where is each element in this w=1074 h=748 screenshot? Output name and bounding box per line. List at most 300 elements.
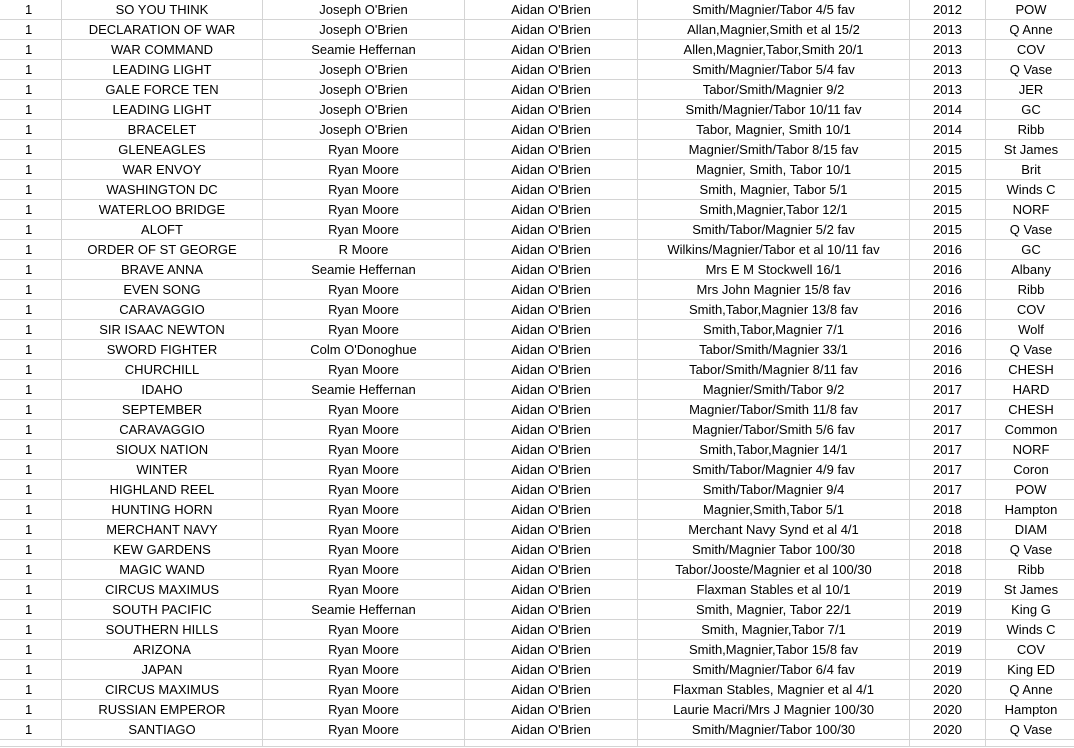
- race-cell[interactable]: Q Anne: [986, 20, 1074, 40]
- race-cell[interactable]: Winds C: [986, 620, 1074, 640]
- horse-cell[interactable]: CIRCUS MAXIMUS: [62, 680, 263, 700]
- horse-cell[interactable]: SOUTHERN HILLS: [62, 620, 263, 640]
- race-cell[interactable]: Q Anne: [986, 680, 1074, 700]
- jockey-cell[interactable]: Ryan Moore: [263, 500, 465, 520]
- race-cell[interactable]: Albany: [986, 260, 1074, 280]
- jockey-cell[interactable]: Ryan Moore: [263, 300, 465, 320]
- owners-sp-cell[interactable]: Smith/Magnier/Tabor 10/11 fav: [638, 100, 910, 120]
- table-row[interactable]: [0, 620, 1074, 640]
- race-cell[interactable]: JER: [986, 80, 1074, 100]
- owners-sp-cell[interactable]: Smith,Tabor,Magnier 7/1: [638, 320, 910, 340]
- position-cell[interactable]: 1: [0, 140, 62, 160]
- table-row[interactable]: [0, 280, 1074, 300]
- race-cell[interactable]: Q Vase: [986, 340, 1074, 360]
- owners-sp-cell[interactable]: Mrs E M Stockwell 16/1: [638, 260, 910, 280]
- owners-sp-cell[interactable]: Smith/Tabor/Magnier 4/9 fav: [638, 460, 910, 480]
- owners-sp-cell[interactable]: Magnier/Smith/Tabor 9/2: [638, 380, 910, 400]
- race-cell[interactable]: Coron: [986, 460, 1074, 480]
- jockey-cell[interactable]: Joseph O'Brien: [263, 0, 465, 20]
- horse-cell[interactable]: LEADING LIGHT: [62, 60, 263, 80]
- table-row[interactable]: [0, 40, 1074, 60]
- table-row[interactable]: [0, 20, 1074, 40]
- table-row[interactable]: [0, 120, 1074, 140]
- table-row[interactable]: [0, 200, 1074, 220]
- race-cell[interactable]: CHESH: [986, 400, 1074, 420]
- horse-cell[interactable]: SEPTEMBER: [62, 400, 263, 420]
- table-row[interactable]: [0, 720, 1074, 740]
- jockey-cell[interactable]: Joseph O'Brien: [263, 20, 465, 40]
- horse-cell[interactable]: IDAHO: [62, 380, 263, 400]
- owners-sp-cell[interactable]: Flaxman Stables, Magnier et al 4/1: [638, 680, 910, 700]
- trainer-cell[interactable]: Aidan O'Brien: [465, 360, 638, 380]
- owners-sp-cell[interactable]: Smith, Magnier, Tabor 22/1: [638, 600, 910, 620]
- table-row[interactable]: [0, 0, 1074, 20]
- year-cell[interactable]: 2015: [910, 200, 986, 220]
- year-cell[interactable]: 2019: [910, 640, 986, 660]
- trainer-cell[interactable]: Aidan O'Brien: [465, 200, 638, 220]
- race-cell[interactable]: NORF: [986, 200, 1074, 220]
- position-cell[interactable]: 1: [0, 240, 62, 260]
- owners-sp-cell[interactable]: Laurie Macri/Mrs J Magnier 100/30: [638, 700, 910, 720]
- race-cell[interactable]: GC: [986, 240, 1074, 260]
- year-cell[interactable]: 2015: [910, 140, 986, 160]
- jockey-cell[interactable]: Seamie Heffernan: [263, 260, 465, 280]
- owners-sp-cell[interactable]: Smith/Magnier/Tabor 100/30: [638, 720, 910, 740]
- owners-sp-cell[interactable]: Smith,Magnier,Tabor 15/8 fav: [638, 640, 910, 660]
- horse-cell[interactable]: DECLARATION OF WAR: [62, 20, 263, 40]
- race-cell[interactable]: St James: [986, 580, 1074, 600]
- table-row[interactable]: [0, 80, 1074, 100]
- owners-sp-cell[interactable]: Allan,Magnier,Smith et al 15/2: [638, 20, 910, 40]
- table-row[interactable]: [0, 600, 1074, 620]
- year-cell[interactable]: 2017: [910, 400, 986, 420]
- trainer-cell[interactable]: Aidan O'Brien: [465, 260, 638, 280]
- year-cell[interactable]: 2017: [910, 380, 986, 400]
- position-cell[interactable]: 1: [0, 40, 62, 60]
- position-cell[interactable]: 1: [0, 720, 62, 740]
- race-cell[interactable]: St James: [986, 140, 1074, 160]
- horse-cell[interactable]: HUNTING HORN: [62, 500, 263, 520]
- race-cell[interactable]: King ED: [986, 660, 1074, 680]
- trainer-cell[interactable]: Aidan O'Brien: [465, 280, 638, 300]
- horse-cell[interactable]: WATERLOO BRIDGE: [62, 200, 263, 220]
- owners-sp-cell[interactable]: Tabor/Smith/Magnier 33/1: [638, 340, 910, 360]
- empty-cell: [263, 740, 465, 747]
- position-cell[interactable]: 1: [0, 700, 62, 720]
- position-cell[interactable]: 1: [0, 180, 62, 200]
- table-row[interactable]: [0, 440, 1074, 460]
- jockey-cell[interactable]: Joseph O'Brien: [263, 100, 465, 120]
- jockey-cell[interactable]: Seamie Heffernan: [263, 40, 465, 60]
- jockey-cell[interactable]: Ryan Moore: [263, 480, 465, 500]
- position-cell[interactable]: 1: [0, 160, 62, 180]
- year-cell[interactable]: 2018: [910, 560, 986, 580]
- owners-sp-cell[interactable]: Tabor/Jooste/Magnier et al 100/30: [638, 560, 910, 580]
- horse-cell[interactable]: LEADING LIGHT: [62, 100, 263, 120]
- year-cell[interactable]: 2018: [910, 500, 986, 520]
- jockey-cell[interactable]: Ryan Moore: [263, 320, 465, 340]
- race-cell[interactable]: GC: [986, 100, 1074, 120]
- owners-sp-cell[interactable]: Tabor/Smith/Magnier 8/11 fav: [638, 360, 910, 380]
- trainer-cell[interactable]: Aidan O'Brien: [465, 520, 638, 540]
- horse-cell[interactable]: ARIZONA: [62, 640, 263, 660]
- table-row[interactable]: [0, 480, 1074, 500]
- jockey-cell[interactable]: Ryan Moore: [263, 220, 465, 240]
- owners-sp-cell[interactable]: Magnier/Smith/Tabor 8/15 fav: [638, 140, 910, 160]
- year-cell[interactable]: 2013: [910, 80, 986, 100]
- year-cell[interactable]: 2019: [910, 620, 986, 640]
- owners-sp-cell[interactable]: Magnier/Tabor/Smith 5/6 fav: [638, 420, 910, 440]
- owners-sp-cell[interactable]: Magnier, Smith, Tabor 10/1: [638, 160, 910, 180]
- trainer-cell[interactable]: Aidan O'Brien: [465, 460, 638, 480]
- year-cell[interactable]: 2014: [910, 100, 986, 120]
- owners-sp-cell[interactable]: Mrs John Magnier 15/8 fav: [638, 280, 910, 300]
- table-row[interactable]: [0, 260, 1074, 280]
- table-row[interactable]: [0, 500, 1074, 520]
- year-cell[interactable]: 2016: [910, 340, 986, 360]
- trainer-cell[interactable]: Aidan O'Brien: [465, 20, 638, 40]
- table-row[interactable]: [0, 660, 1074, 680]
- year-cell[interactable]: 2020: [910, 720, 986, 740]
- trainer-cell[interactable]: Aidan O'Brien: [465, 320, 638, 340]
- year-cell[interactable]: 2018: [910, 540, 986, 560]
- position-cell[interactable]: 1: [0, 280, 62, 300]
- year-cell[interactable]: 2017: [910, 460, 986, 480]
- table-row[interactable]: [0, 300, 1074, 320]
- year-cell[interactable]: 2014: [910, 120, 986, 140]
- horse-cell[interactable]: SWORD FIGHTER: [62, 340, 263, 360]
- race-cell[interactable]: COV: [986, 40, 1074, 60]
- owners-sp-cell[interactable]: Merchant Navy Synd et al 4/1: [638, 520, 910, 540]
- table-row[interactable]: [0, 340, 1074, 360]
- owners-sp-cell[interactable]: Smith,Magnier,Tabor 12/1: [638, 200, 910, 220]
- position-cell[interactable]: 1: [0, 120, 62, 140]
- trainer-cell[interactable]: Aidan O'Brien: [465, 0, 638, 20]
- horse-cell[interactable]: SIOUX NATION: [62, 440, 263, 460]
- table-row[interactable]: [0, 360, 1074, 380]
- table-row[interactable]: [0, 320, 1074, 340]
- jockey-cell[interactable]: Ryan Moore: [263, 200, 465, 220]
- owners-sp-cell[interactable]: Smith,Tabor,Magnier 13/8 fav: [638, 300, 910, 320]
- owners-sp-cell[interactable]: Smith/Tabor/Magnier 9/4: [638, 480, 910, 500]
- race-cell[interactable]: CHESH: [986, 360, 1074, 380]
- position-cell[interactable]: 1: [0, 660, 62, 680]
- jockey-cell[interactable]: Ryan Moore: [263, 160, 465, 180]
- horse-cell[interactable]: CARAVAGGIO: [62, 420, 263, 440]
- trainer-cell[interactable]: Aidan O'Brien: [465, 720, 638, 740]
- trainer-cell[interactable]: Aidan O'Brien: [465, 340, 638, 360]
- year-cell[interactable]: 2020: [910, 680, 986, 700]
- position-cell[interactable]: 1: [0, 580, 62, 600]
- trainer-cell[interactable]: Aidan O'Brien: [465, 500, 638, 520]
- year-cell[interactable]: 2013: [910, 40, 986, 60]
- year-cell[interactable]: 2019: [910, 580, 986, 600]
- table-row[interactable]: [0, 560, 1074, 580]
- horse-cell[interactable]: WAR COMMAND: [62, 40, 263, 60]
- table-row[interactable]: [0, 520, 1074, 540]
- horse-cell[interactable]: SO YOU THINK: [62, 0, 263, 20]
- position-cell[interactable]: 1: [0, 60, 62, 80]
- race-cell[interactable]: COV: [986, 300, 1074, 320]
- position-cell[interactable]: 1: [0, 620, 62, 640]
- trainer-cell[interactable]: Aidan O'Brien: [465, 540, 638, 560]
- horse-cell[interactable]: CIRCUS MAXIMUS: [62, 580, 263, 600]
- position-cell[interactable]: 1: [0, 440, 62, 460]
- year-cell[interactable]: 2018: [910, 520, 986, 540]
- horse-cell[interactable]: EVEN SONG: [62, 280, 263, 300]
- trainer-cell[interactable]: Aidan O'Brien: [465, 600, 638, 620]
- position-cell[interactable]: 1: [0, 260, 62, 280]
- year-cell[interactable]: 2012: [910, 0, 986, 20]
- table-row[interactable]: [0, 680, 1074, 700]
- jockey-cell[interactable]: Ryan Moore: [263, 640, 465, 660]
- position-cell[interactable]: 1: [0, 400, 62, 420]
- trainer-cell[interactable]: Aidan O'Brien: [465, 480, 638, 500]
- race-cell[interactable]: King G: [986, 600, 1074, 620]
- race-cell[interactable]: Q Vase: [986, 540, 1074, 560]
- jockey-cell[interactable]: Ryan Moore: [263, 400, 465, 420]
- horse-cell[interactable]: GALE FORCE TEN: [62, 80, 263, 100]
- year-cell[interactable]: 2016: [910, 240, 986, 260]
- jockey-cell[interactable]: Ryan Moore: [263, 420, 465, 440]
- jockey-cell[interactable]: Ryan Moore: [263, 720, 465, 740]
- trainer-cell[interactable]: Aidan O'Brien: [465, 620, 638, 640]
- trainer-cell[interactable]: Aidan O'Brien: [465, 660, 638, 680]
- year-cell[interactable]: 2016: [910, 260, 986, 280]
- horse-cell[interactable]: BRACELET: [62, 120, 263, 140]
- position-cell[interactable]: 1: [0, 340, 62, 360]
- horse-cell[interactable]: WAR ENVOY: [62, 160, 263, 180]
- trainer-cell[interactable]: Aidan O'Brien: [465, 220, 638, 240]
- position-cell[interactable]: 1: [0, 200, 62, 220]
- year-cell[interactable]: 2013: [910, 20, 986, 40]
- trainer-cell[interactable]: Aidan O'Brien: [465, 580, 638, 600]
- race-cell[interactable]: Q Vase: [986, 60, 1074, 80]
- horse-cell[interactable]: GLENEAGLES: [62, 140, 263, 160]
- table-row[interactable]: [0, 220, 1074, 240]
- owners-sp-cell[interactable]: Smith/Magnier/Tabor 6/4 fav: [638, 660, 910, 680]
- race-cell[interactable]: Ribb: [986, 280, 1074, 300]
- trainer-cell[interactable]: Aidan O'Brien: [465, 700, 638, 720]
- position-cell[interactable]: 1: [0, 460, 62, 480]
- owners-sp-cell[interactable]: Smith,Tabor,Magnier 14/1: [638, 440, 910, 460]
- jockey-cell[interactable]: Joseph O'Brien: [263, 60, 465, 80]
- position-cell[interactable]: 1: [0, 420, 62, 440]
- table-row[interactable]: [0, 60, 1074, 80]
- owners-sp-cell[interactable]: Smith/Magnier/Tabor 4/5 fav: [638, 0, 910, 20]
- year-cell[interactable]: 2017: [910, 440, 986, 460]
- trainer-cell[interactable]: Aidan O'Brien: [465, 100, 638, 120]
- year-cell[interactable]: 2015: [910, 220, 986, 240]
- jockey-cell[interactable]: Ryan Moore: [263, 360, 465, 380]
- position-cell[interactable]: 1: [0, 640, 62, 660]
- year-cell[interactable]: 2017: [910, 420, 986, 440]
- position-cell[interactable]: 1: [0, 520, 62, 540]
- table-row[interactable]: [0, 100, 1074, 120]
- trainer-cell[interactable]: Aidan O'Brien: [465, 60, 638, 80]
- race-cell[interactable]: Ribb: [986, 560, 1074, 580]
- position-cell[interactable]: 1: [0, 0, 62, 20]
- jockey-cell[interactable]: Ryan Moore: [263, 700, 465, 720]
- trainer-cell[interactable]: Aidan O'Brien: [465, 400, 638, 420]
- year-cell[interactable]: 2016: [910, 280, 986, 300]
- jockey-cell[interactable]: Ryan Moore: [263, 520, 465, 540]
- horse-cell[interactable]: JAPAN: [62, 660, 263, 680]
- owners-sp-cell[interactable]: Smith, Magnier, Tabor 5/1: [638, 180, 910, 200]
- jockey-cell[interactable]: Seamie Heffernan: [263, 380, 465, 400]
- jockey-cell[interactable]: Ryan Moore: [263, 280, 465, 300]
- trainer-cell[interactable]: Aidan O'Brien: [465, 80, 638, 100]
- race-cell[interactable]: Ribb: [986, 120, 1074, 140]
- jockey-cell[interactable]: Colm O'Donoghue: [263, 340, 465, 360]
- horse-cell[interactable]: BRAVE ANNA: [62, 260, 263, 280]
- jockey-cell[interactable]: Joseph O'Brien: [263, 80, 465, 100]
- jockey-cell[interactable]: Ryan Moore: [263, 660, 465, 680]
- year-cell[interactable]: 2015: [910, 160, 986, 180]
- race-cell[interactable]: Common: [986, 420, 1074, 440]
- owners-sp-cell[interactable]: Tabor/Smith/Magnier 9/2: [638, 80, 910, 100]
- jockey-cell[interactable]: Ryan Moore: [263, 560, 465, 580]
- race-cell[interactable]: COV: [986, 640, 1074, 660]
- table-row[interactable]: [0, 580, 1074, 600]
- owners-sp-cell[interactable]: Smith/Magnier/Tabor 5/4 fav: [638, 60, 910, 80]
- horse-cell[interactable]: HIGHLAND REEL: [62, 480, 263, 500]
- trainer-cell[interactable]: Aidan O'Brien: [465, 180, 638, 200]
- horse-cell[interactable]: ALOFT: [62, 220, 263, 240]
- horse-cell[interactable]: SANTIAGO: [62, 720, 263, 740]
- jockey-cell[interactable]: Ryan Moore: [263, 440, 465, 460]
- trainer-cell[interactable]: Aidan O'Brien: [465, 240, 638, 260]
- jockey-cell[interactable]: Ryan Moore: [263, 580, 465, 600]
- race-cell[interactable]: Hampton: [986, 700, 1074, 720]
- jockey-cell[interactable]: R Moore: [263, 240, 465, 260]
- race-cell[interactable]: Wolf: [986, 320, 1074, 340]
- table-row[interactable]: [0, 460, 1074, 480]
- race-cell[interactable]: Q Vase: [986, 720, 1074, 740]
- jockey-cell[interactable]: Joseph O'Brien: [263, 120, 465, 140]
- table-row[interactable]: [0, 700, 1074, 720]
- position-cell[interactable]: 1: [0, 540, 62, 560]
- position-cell[interactable]: 1: [0, 20, 62, 40]
- horse-cell[interactable]: KEW GARDENS: [62, 540, 263, 560]
- owners-sp-cell[interactable]: Allen,Magnier,Tabor,Smith 20/1: [638, 40, 910, 60]
- year-cell[interactable]: 2016: [910, 300, 986, 320]
- table-row[interactable]: [0, 140, 1074, 160]
- position-cell[interactable]: 1: [0, 680, 62, 700]
- empty-cell: [0, 740, 62, 747]
- table-row[interactable]: [0, 180, 1074, 200]
- owners-sp-cell[interactable]: Smith/Magnier Tabor 100/30: [638, 540, 910, 560]
- position-cell[interactable]: 1: [0, 100, 62, 120]
- position-cell[interactable]: 1: [0, 220, 62, 240]
- year-cell[interactable]: 2020: [910, 700, 986, 720]
- year-cell[interactable]: 2016: [910, 320, 986, 340]
- owners-sp-cell[interactable]: Smith, Magnier,Tabor 7/1: [638, 620, 910, 640]
- jockey-cell[interactable]: Ryan Moore: [263, 460, 465, 480]
- table-row[interactable]: [0, 640, 1074, 660]
- trainer-cell[interactable]: Aidan O'Brien: [465, 120, 638, 140]
- jockey-cell[interactable]: Seamie Heffernan: [263, 600, 465, 620]
- horse-cell[interactable]: CHURCHILL: [62, 360, 263, 380]
- race-cell[interactable]: POW: [986, 480, 1074, 500]
- jockey-cell[interactable]: Ryan Moore: [263, 680, 465, 700]
- position-cell[interactable]: 1: [0, 80, 62, 100]
- jockey-cell[interactable]: Ryan Moore: [263, 140, 465, 160]
- year-cell[interactable]: 2019: [910, 660, 986, 680]
- race-cell[interactable]: Q Vase: [986, 220, 1074, 240]
- owners-sp-cell[interactable]: Magnier,Smith,Tabor 5/1: [638, 500, 910, 520]
- position-cell[interactable]: 1: [0, 300, 62, 320]
- horse-cell[interactable]: WASHINGTON DC: [62, 180, 263, 200]
- owners-sp-cell[interactable]: Smith/Tabor/Magnier 5/2 fav: [638, 220, 910, 240]
- table-row[interactable]: [0, 160, 1074, 180]
- table-row[interactable]: [0, 420, 1074, 440]
- trainer-cell[interactable]: Aidan O'Brien: [465, 140, 638, 160]
- year-cell[interactable]: 2016: [910, 360, 986, 380]
- horse-cell[interactable]: MERCHANT NAVY: [62, 520, 263, 540]
- jockey-cell[interactable]: Ryan Moore: [263, 540, 465, 560]
- owners-sp-cell[interactable]: Tabor, Magnier, Smith 10/1: [638, 120, 910, 140]
- table-row[interactable]: [0, 240, 1074, 260]
- year-cell[interactable]: 2015: [910, 180, 986, 200]
- trainer-cell[interactable]: Aidan O'Brien: [465, 160, 638, 180]
- empty-cell: [986, 740, 1074, 747]
- year-cell[interactable]: 2013: [910, 60, 986, 80]
- trainer-cell[interactable]: Aidan O'Brien: [465, 680, 638, 700]
- jockey-cell[interactable]: Ryan Moore: [263, 620, 465, 640]
- owners-sp-cell[interactable]: Flaxman Stables et al 10/1: [638, 580, 910, 600]
- jockey-cell[interactable]: Ryan Moore: [263, 180, 465, 200]
- trainer-cell[interactable]: Aidan O'Brien: [465, 560, 638, 580]
- empty-cell: [465, 740, 638, 747]
- race-cell[interactable]: Hampton: [986, 500, 1074, 520]
- owners-sp-cell[interactable]: Wilkins/Magnier/Tabor et al 10/11 fav: [638, 240, 910, 260]
- trainer-cell[interactable]: Aidan O'Brien: [465, 380, 638, 400]
- race-cell[interactable]: DIAM: [986, 520, 1074, 540]
- trainer-cell[interactable]: Aidan O'Brien: [465, 40, 638, 60]
- position-cell[interactable]: 1: [0, 380, 62, 400]
- trainer-cell[interactable]: Aidan O'Brien: [465, 300, 638, 320]
- position-cell[interactable]: 1: [0, 320, 62, 340]
- table-row[interactable]: [0, 400, 1074, 420]
- race-cell[interactable]: HARD: [986, 380, 1074, 400]
- year-cell[interactable]: 2017: [910, 480, 986, 500]
- table-row[interactable]: [0, 540, 1074, 560]
- table-row[interactable]: [0, 380, 1074, 400]
- race-cell[interactable]: POW: [986, 0, 1074, 20]
- trainer-cell[interactable]: Aidan O'Brien: [465, 420, 638, 440]
- horse-cell[interactable]: ORDER OF ST GEORGE: [62, 240, 263, 260]
- horse-cell[interactable]: RUSSIAN EMPEROR: [62, 700, 263, 720]
- trainer-cell[interactable]: Aidan O'Brien: [465, 640, 638, 660]
- horse-cell[interactable]: MAGIC WAND: [62, 560, 263, 580]
- owners-sp-cell[interactable]: Magnier/Tabor/Smith 11/8 fav: [638, 400, 910, 420]
- race-cell[interactable]: Winds C: [986, 180, 1074, 200]
- position-cell[interactable]: 1: [0, 480, 62, 500]
- position-cell[interactable]: 1: [0, 360, 62, 380]
- horse-cell[interactable]: SOUTH PACIFIC: [62, 600, 263, 620]
- position-cell[interactable]: 1: [0, 600, 62, 620]
- position-cell[interactable]: 1: [0, 500, 62, 520]
- race-cell[interactable]: NORF: [986, 440, 1074, 460]
- race-cell[interactable]: Brit: [986, 160, 1074, 180]
- trainer-cell[interactable]: Aidan O'Brien: [465, 440, 638, 460]
- position-cell[interactable]: 1: [0, 560, 62, 580]
- horse-cell[interactable]: CARAVAGGIO: [62, 300, 263, 320]
- year-cell[interactable]: 2019: [910, 600, 986, 620]
- horse-cell[interactable]: WINTER: [62, 460, 263, 480]
- horse-cell[interactable]: SIR ISAAC NEWTON: [62, 320, 263, 340]
